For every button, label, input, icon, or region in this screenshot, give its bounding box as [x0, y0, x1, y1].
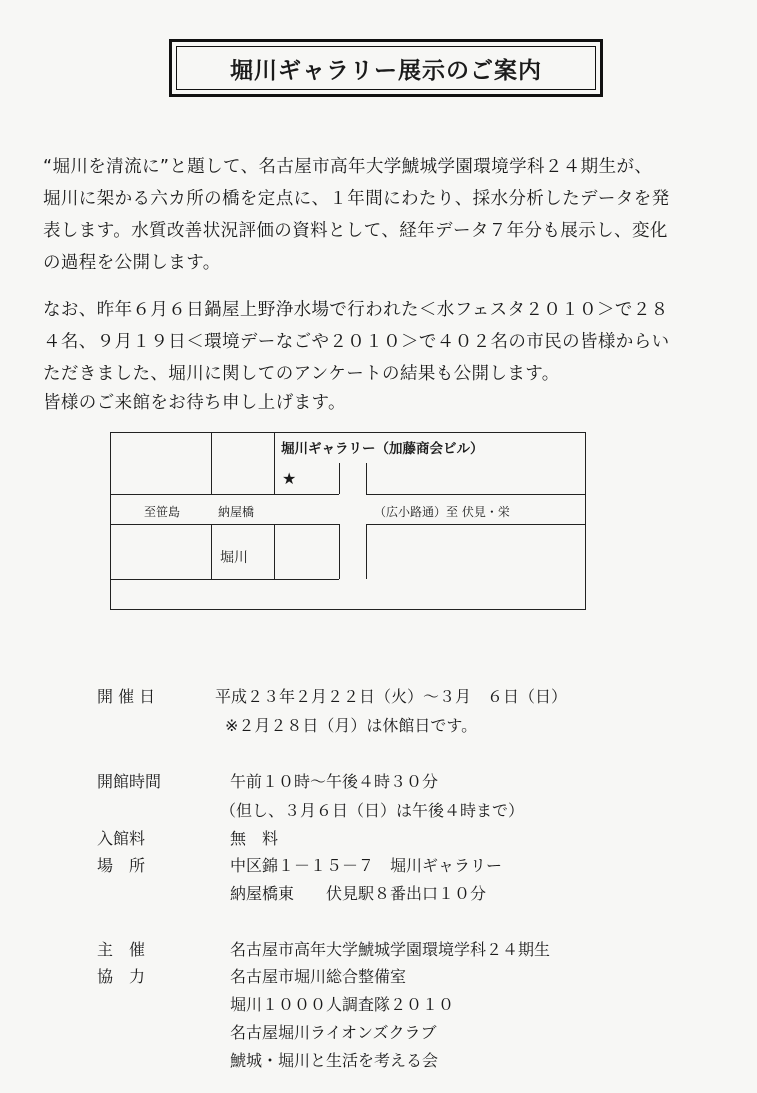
- intro-line: 堀川に架かる六カ所の橋を定点に、１年間にわたり、採水分析したデータを発: [43, 189, 670, 209]
- map-road-line: [211, 524, 212, 579]
- note-line: ただきました、堀川に関してのアンケートの結果も公開します。: [43, 364, 560, 384]
- intro-line: の過程を公開します。: [43, 253, 221, 273]
- map-sasashima-label: 至笹島: [144, 505, 181, 519]
- place-value: 中区錦１－１５－７ 堀川ギャラリー: [230, 856, 503, 875]
- dates-value: 平成２３年２月２２日（火）～３月 ６日（日）: [215, 687, 568, 706]
- map-road-line: [211, 433, 212, 494]
- place-label: 場 所: [97, 856, 146, 875]
- map-road-line: [339, 463, 340, 494]
- map-road-line: [366, 463, 367, 494]
- map-horikawa-label: 堀川: [220, 550, 248, 566]
- map-gallery-label: 堀川ギャラリー（加藤商会ビル）: [281, 441, 484, 457]
- map-road-line: [274, 433, 275, 494]
- note-line: なお、昨年６月６日鍋屋上野浄水場で行われた＜水フェスタ２０１０＞で２８: [43, 300, 669, 320]
- dates-label: 開 催 日: [97, 687, 156, 706]
- hours-value: 午前１０時～午後４時３０分: [230, 772, 439, 791]
- hours-label: 開館時間: [97, 772, 162, 791]
- note-line: ４名、９月１９日＜環境デーなごや２０１０＞で４０２名の市民の皆様からい: [43, 332, 670, 352]
- map-road-line: [366, 494, 585, 495]
- map-road-line: [111, 524, 339, 525]
- map-road-line: [366, 524, 367, 579]
- map-road-line: [274, 524, 275, 579]
- star-icon: ★: [282, 469, 297, 488]
- page-title: 堀川ギャラリー展示のご案内: [176, 46, 596, 90]
- coop-item: 堀川１０００人調査隊２０１０: [230, 995, 455, 1014]
- intro-line: 表します。水質改善状況評価の資料として、経年データ７年分も展示し、変化: [43, 221, 668, 241]
- title-box: [169, 39, 603, 97]
- fee-label: 入館料: [97, 829, 146, 848]
- fee-value: 無 料: [230, 829, 279, 848]
- closed-note: ※２月２８日（月）は休館日です。: [225, 716, 478, 735]
- place-access: 納屋橋東 伏見駅８番出口１０分: [230, 884, 487, 903]
- coop-item: 鯱城・堀川と生活を考える会: [230, 1051, 439, 1070]
- intro-line: “堀川を清流に”と題して、名古屋市高年大学鯱城学園環境学科２４期生が、: [43, 157, 653, 177]
- map-road-line: [111, 494, 339, 495]
- map-road-line: [339, 524, 340, 579]
- host-value: 名古屋市高年大学鯱城学園環境学科２４期生: [230, 940, 551, 959]
- map-hirokoji-label: （広小路通）至 伏見・栄: [374, 505, 510, 519]
- host-label: 主 催: [97, 940, 146, 959]
- coop-item: 名古屋堀川ライオンズクラブ: [230, 1023, 437, 1042]
- map-road-line: [366, 524, 585, 525]
- hours-note: （但し、３月６日（日）は午後４時まで）: [220, 801, 525, 820]
- map-nayabashi-label: 納屋橋: [218, 505, 255, 519]
- map-road-line: [111, 579, 339, 580]
- note-line: 皆様のご来館をお待ち申し上げます。: [43, 393, 346, 413]
- coop-label: 協 力: [97, 967, 146, 986]
- coop-item: 名古屋市堀川総合整備室: [230, 967, 407, 986]
- access-map: [110, 432, 586, 610]
